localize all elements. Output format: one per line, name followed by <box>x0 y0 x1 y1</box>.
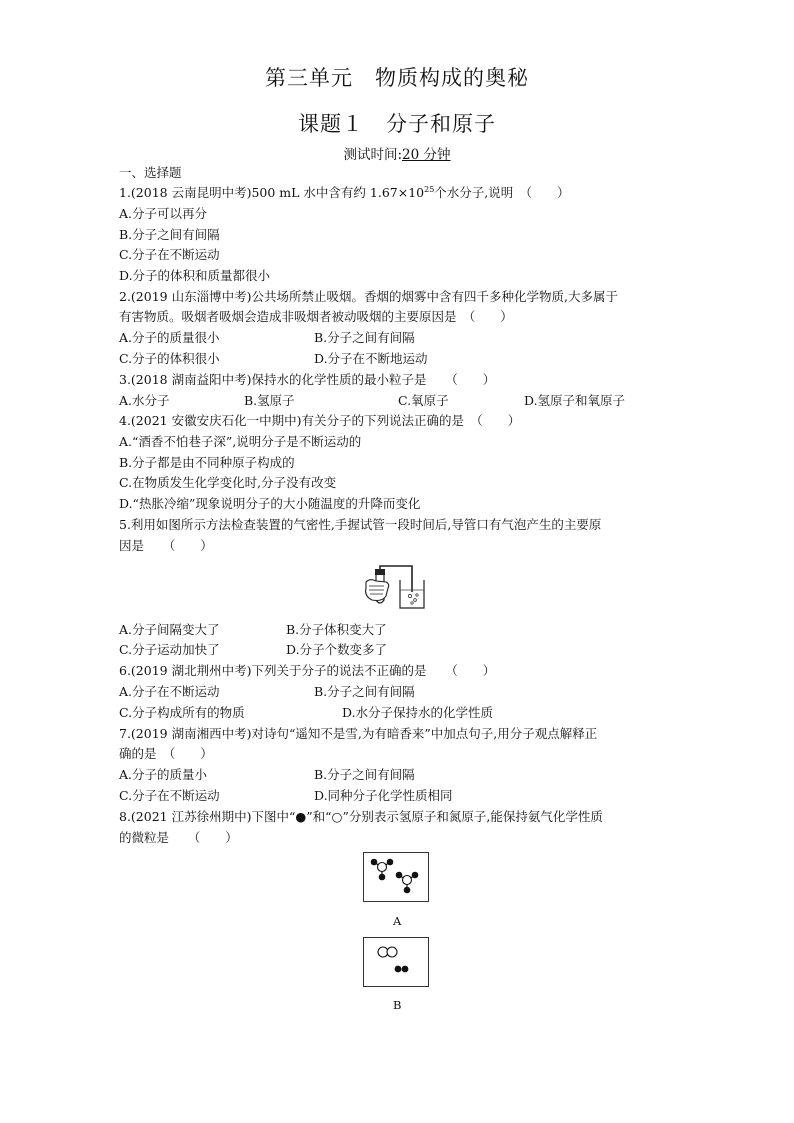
question-3-stem: 3.(2018 湖南益阳中考)保持水的化学性质的最小粒子是 （ ） <box>119 372 496 387</box>
hydrogen-atom <box>379 874 386 881</box>
hydrogen-atom <box>371 859 378 866</box>
q4-option-a[interactable]: A.“酒香不怕巷子深”,说明分子是不断运动的 <box>119 434 362 449</box>
question-8-stem-line2: 的微粒是 （ ） <box>119 830 238 845</box>
q4-option-b[interactable]: B.分子都是由不同种原子构成的 <box>119 455 295 470</box>
test-time-label: 测试时间: <box>343 147 403 163</box>
q1-exponent: 25 <box>424 185 435 194</box>
q1-option-a[interactable]: A.分子可以再分 <box>119 206 208 221</box>
q6-option-d[interactable]: D.水分子保持水的化学性质 <box>342 705 494 720</box>
q1-stem-part1: 1.(2018 云南昆明中考)500 mL 水中含有约 1.67×10 <box>119 185 425 200</box>
question-2-stem-line2: 有害物质。吸烟者吸烟会造成非吸烟者被动吸烟的主要原因是 （ ） <box>119 309 513 324</box>
q1-stem-part2: 个水分子,说明 （ ） <box>434 185 570 200</box>
test-time <box>0 143 794 163</box>
q7-option-a[interactable]: A.分子的质量小 <box>119 767 208 782</box>
q3-option-d[interactable]: D.氢原子和氧原子 <box>524 393 626 408</box>
nitrogen-atom <box>403 876 412 885</box>
hydrogen-atom <box>402 966 409 973</box>
q1-option-c[interactable]: C.分子在不断运动 <box>119 247 220 262</box>
hydrogen-atom <box>387 859 394 866</box>
q7-option-c[interactable]: C.分子在不断运动 <box>119 788 220 803</box>
nitrogen-atom <box>378 863 387 872</box>
q2-option-d[interactable]: D.分子在不断地运动 <box>314 351 428 366</box>
question-2-stem-line1: 2.(2019 山东淄博中考)公共场所禁止吸烟。香烟的烟雾中含有四千多种化学物质,大多属于 <box>119 289 618 304</box>
unit-title: 第三单元 物质构成的奥秘 <box>265 66 529 90</box>
q6-option-c[interactable]: C.分子构成所有的物质 <box>119 705 245 720</box>
q6-option-a[interactable]: A.分子在不断运动 <box>119 684 220 699</box>
q1-option-b[interactable]: B.分子之间有间隔 <box>119 227 220 242</box>
section-heading: 一、选择题 <box>119 165 182 180</box>
nitrogen-atom <box>387 947 397 957</box>
q7-option-d[interactable]: D.同种分子化学性质相同 <box>314 788 453 803</box>
q8-figure-b[interactable] <box>363 937 429 987</box>
q2-option-c[interactable]: C.分子的体积很小 <box>119 351 220 366</box>
q8-figure-a[interactable] <box>363 852 429 902</box>
q3-option-b[interactable]: B.氢原子 <box>244 393 295 408</box>
test-time-value: 20 分钟 <box>402 147 451 163</box>
q5-option-d[interactable]: D.分子个数变多了 <box>286 642 388 657</box>
question-5-stem-line2: 因是 （ ） <box>119 538 213 553</box>
hydrogen-atom <box>404 887 411 894</box>
question-6-stem: 6.(2019 湖北荆州中考)下列关于分子的说法不正确的是 （ ） <box>119 663 496 678</box>
q6-option-b[interactable]: B.分子之间有间隔 <box>314 684 415 699</box>
q8-caption-b: B <box>393 998 402 1012</box>
lesson-title: 课题１ 分子和原子 <box>298 112 496 136</box>
q7-option-b[interactable]: B.分子之间有间隔 <box>314 767 415 782</box>
q8-caption-a: A <box>393 914 402 928</box>
q3-option-a[interactable]: A.水分子 <box>119 393 170 408</box>
question-5-stem-line1: 5.利用如图所示方法检查装置的气密性,手握试管一段时间后,导管口有气泡产生的主要原 <box>119 517 602 532</box>
q5-option-b[interactable]: B.分子体积变大了 <box>286 622 387 637</box>
q5-option-a[interactable]: A.分子间隔变大了 <box>119 622 220 637</box>
q4-option-c[interactable]: C.在物质发生化学变化时,分子没有改变 <box>119 475 337 490</box>
q5-option-c[interactable]: C.分子运动加快了 <box>119 642 220 657</box>
hydrogen-atom <box>396 872 403 879</box>
question-8-stem-line1: 8.(2021 江苏徐州期中)下图中“●”和“○”分别表示氢原子和氮原子,能保持氨气化学性质 <box>119 809 603 824</box>
question-7-stem-line2: 确的是 （ ） <box>119 746 213 761</box>
q1-option-d[interactable]: D.分子的体积和质量都很小 <box>119 268 271 283</box>
hydrogen-atom <box>412 872 419 879</box>
question-4-stem: 4.(2021 安徽安庆石化一中期中)有关分子的下列说法正确的是 （ ） <box>119 413 521 428</box>
question-1-stem <box>119 185 570 201</box>
question-7-stem-line1: 7.(2019 湖南湘西中考)对诗句“遥知不是雪,为有暗香来”中加点句子,用分子观点解释正 <box>119 726 598 741</box>
hydrogen-atom <box>395 966 402 973</box>
q4-option-d[interactable]: D.“热胀冷缩”现象说明分子的大小随温度的升降而变化 <box>119 496 421 511</box>
q2-option-b[interactable]: B.分子之间有间隔 <box>314 330 415 345</box>
q3-option-c[interactable]: C.氧原子 <box>398 393 449 408</box>
q2-option-a[interactable]: A.分子的质量很小 <box>119 330 220 345</box>
airtightness-apparatus-figure <box>360 562 432 612</box>
